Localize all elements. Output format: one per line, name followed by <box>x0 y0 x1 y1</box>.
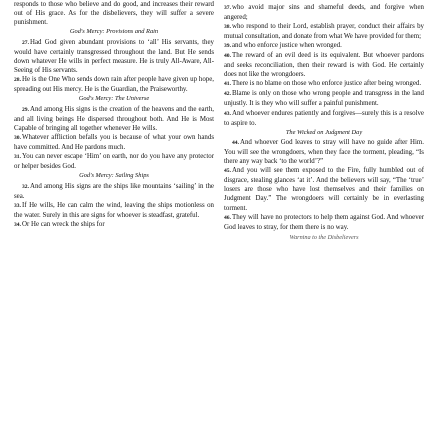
verse-text: And you will see them exposed to the Fire, fully humbled out of disgrace, stealing glances ‘at it’. And the believers will say, “The ‘true’ losers are those who have lost themselves and their families on Judgment Day.” The wrongdoers will certainly be in everlasting torment. <box>224 167 424 212</box>
verse-paragraph <box>224 89 424 108</box>
verse-text: There is no blame on those who enforce justice after being wronged. <box>232 80 422 88</box>
verse-paragraph <box>224 51 424 79</box>
verse-text: Had God given abundant provisions to ‘all’ His servants, they would have certainly transgressed throughout the land. But He sends down whatever He wills in perfect measure. He is truly All-Aware, All-Seeing of His servants. <box>14 38 214 74</box>
verse-text: who respond to their Lord, establish prayer, conduct their affairs by mutual consultation, and donate from what We have provided for them; <box>224 23 424 41</box>
verse-number: 40. <box>224 53 231 60</box>
verse-paragraph <box>14 75 214 94</box>
verse-number: 30. <box>14 134 21 141</box>
verse-number: 38. <box>224 24 231 31</box>
verse-number: 42. <box>224 91 231 98</box>
verse-text: And whoever endures patiently and forgives—surely this is a resolve to aspire to. <box>224 109 424 127</box>
verse-paragraph <box>224 79 424 89</box>
verse-number: 32. <box>22 183 29 190</box>
verse-paragraph <box>14 0 214 27</box>
verse-paragraph <box>224 109 424 128</box>
verse-paragraph <box>14 201 214 220</box>
verse-text: who avoid major sins and shameful deeds, and forgive when angered; <box>224 4 424 22</box>
verse-text: And among His signs is the creation of the heavens and the earth, and all living beings He dispersed throughout both. And He is Most Capable of bringing all together whenever He wills. <box>14 105 214 132</box>
verse-text: If He wills, He can calm the wind, leaving the ships motionless on the water. Surely in this are signs for whoever is steadfast, grateful. <box>14 201 214 219</box>
verse-number: 27. <box>22 39 29 46</box>
verse-text: Or He can wreck the ships for <box>22 220 105 228</box>
verse-number: 37. <box>224 5 231 11</box>
verse-text: The reward of an evil deed is its equivalent. But whoever pardons and seeks reconciliation, then their reward is with God. He certainly does not like the wrongdoers. <box>224 52 424 79</box>
verse-paragraph <box>224 3 424 22</box>
verse-text: He is the One Who sends down rain after people have given up hope, spreading out His mercy. He is the Guardian, the Praiseworthy. <box>14 75 214 93</box>
verse-text: And whoever God leaves to stray will have no guide after Him. You will see the wrongdoers, when they face the torment, pleading, “Is there any way back ‘to the world’?” <box>224 139 424 166</box>
verse-number: 28. <box>14 76 21 83</box>
verse-number: 41. <box>224 81 231 88</box>
verse-paragraph <box>14 105 214 133</box>
verse-text: Whatever affliction befalls you is because of what your own hands have committed. And He pardons much. <box>14 133 214 151</box>
verse-paragraph <box>14 152 214 171</box>
verse-text: You can never escape ‘Him’ on earth, nor do you have any protector or helper besides God. <box>14 152 214 170</box>
verse-paragraph <box>224 138 424 166</box>
left-column <box>14 0 214 430</box>
verse-number: 43. <box>224 110 231 117</box>
verse-text: Blame is only on those who wrong people and transgress in the land unjustly. It is they who will suffer a painful punishment. <box>224 90 424 108</box>
verse-paragraph <box>224 41 424 51</box>
section-heading: The Wicked on Judgment Day <box>285 128 363 136</box>
verse-paragraph <box>224 22 424 41</box>
section-heading: God's Mercy: Sailing Ships <box>79 171 149 179</box>
verse-text: They will have no protectors to help them against God. And whoever God leaves to stray, for them there is no way. <box>224 213 424 231</box>
verse-paragraph <box>14 182 214 201</box>
section-heading: God's Mercy: Provisions and Rain <box>69 28 159 36</box>
verse-number: 29. <box>22 106 29 113</box>
verse-number: 45. <box>224 168 231 175</box>
section-heading: God's Mercy: The Universe <box>78 95 150 103</box>
right-column <box>224 0 424 430</box>
verse-paragraph <box>14 38 214 75</box>
verse-paragraph <box>14 220 214 230</box>
verse-number: 44. <box>232 140 239 147</box>
section-heading-cutoff: Warning to the Disbelievers <box>289 233 359 239</box>
verse-number: 39. <box>224 43 231 50</box>
verse-number: 34. <box>14 221 21 228</box>
verse-text: And among His signs are the ships like mountains ‘sailing’ in the sea. <box>14 182 214 200</box>
verse-text: responds to those who believe and do good, and increases their reward out of His grace. As for the disbelievers, they will suffer a severe punishment. <box>14 1 214 27</box>
verse-number: 33. <box>14 202 21 209</box>
verse-paragraph <box>224 166 424 212</box>
verse-number: 46. <box>224 214 231 221</box>
verse-text: and who enforce justice when wronged. <box>232 42 342 50</box>
verse-paragraph <box>224 213 424 232</box>
verse-number: 31. <box>14 153 21 160</box>
verse-paragraph <box>14 133 214 152</box>
